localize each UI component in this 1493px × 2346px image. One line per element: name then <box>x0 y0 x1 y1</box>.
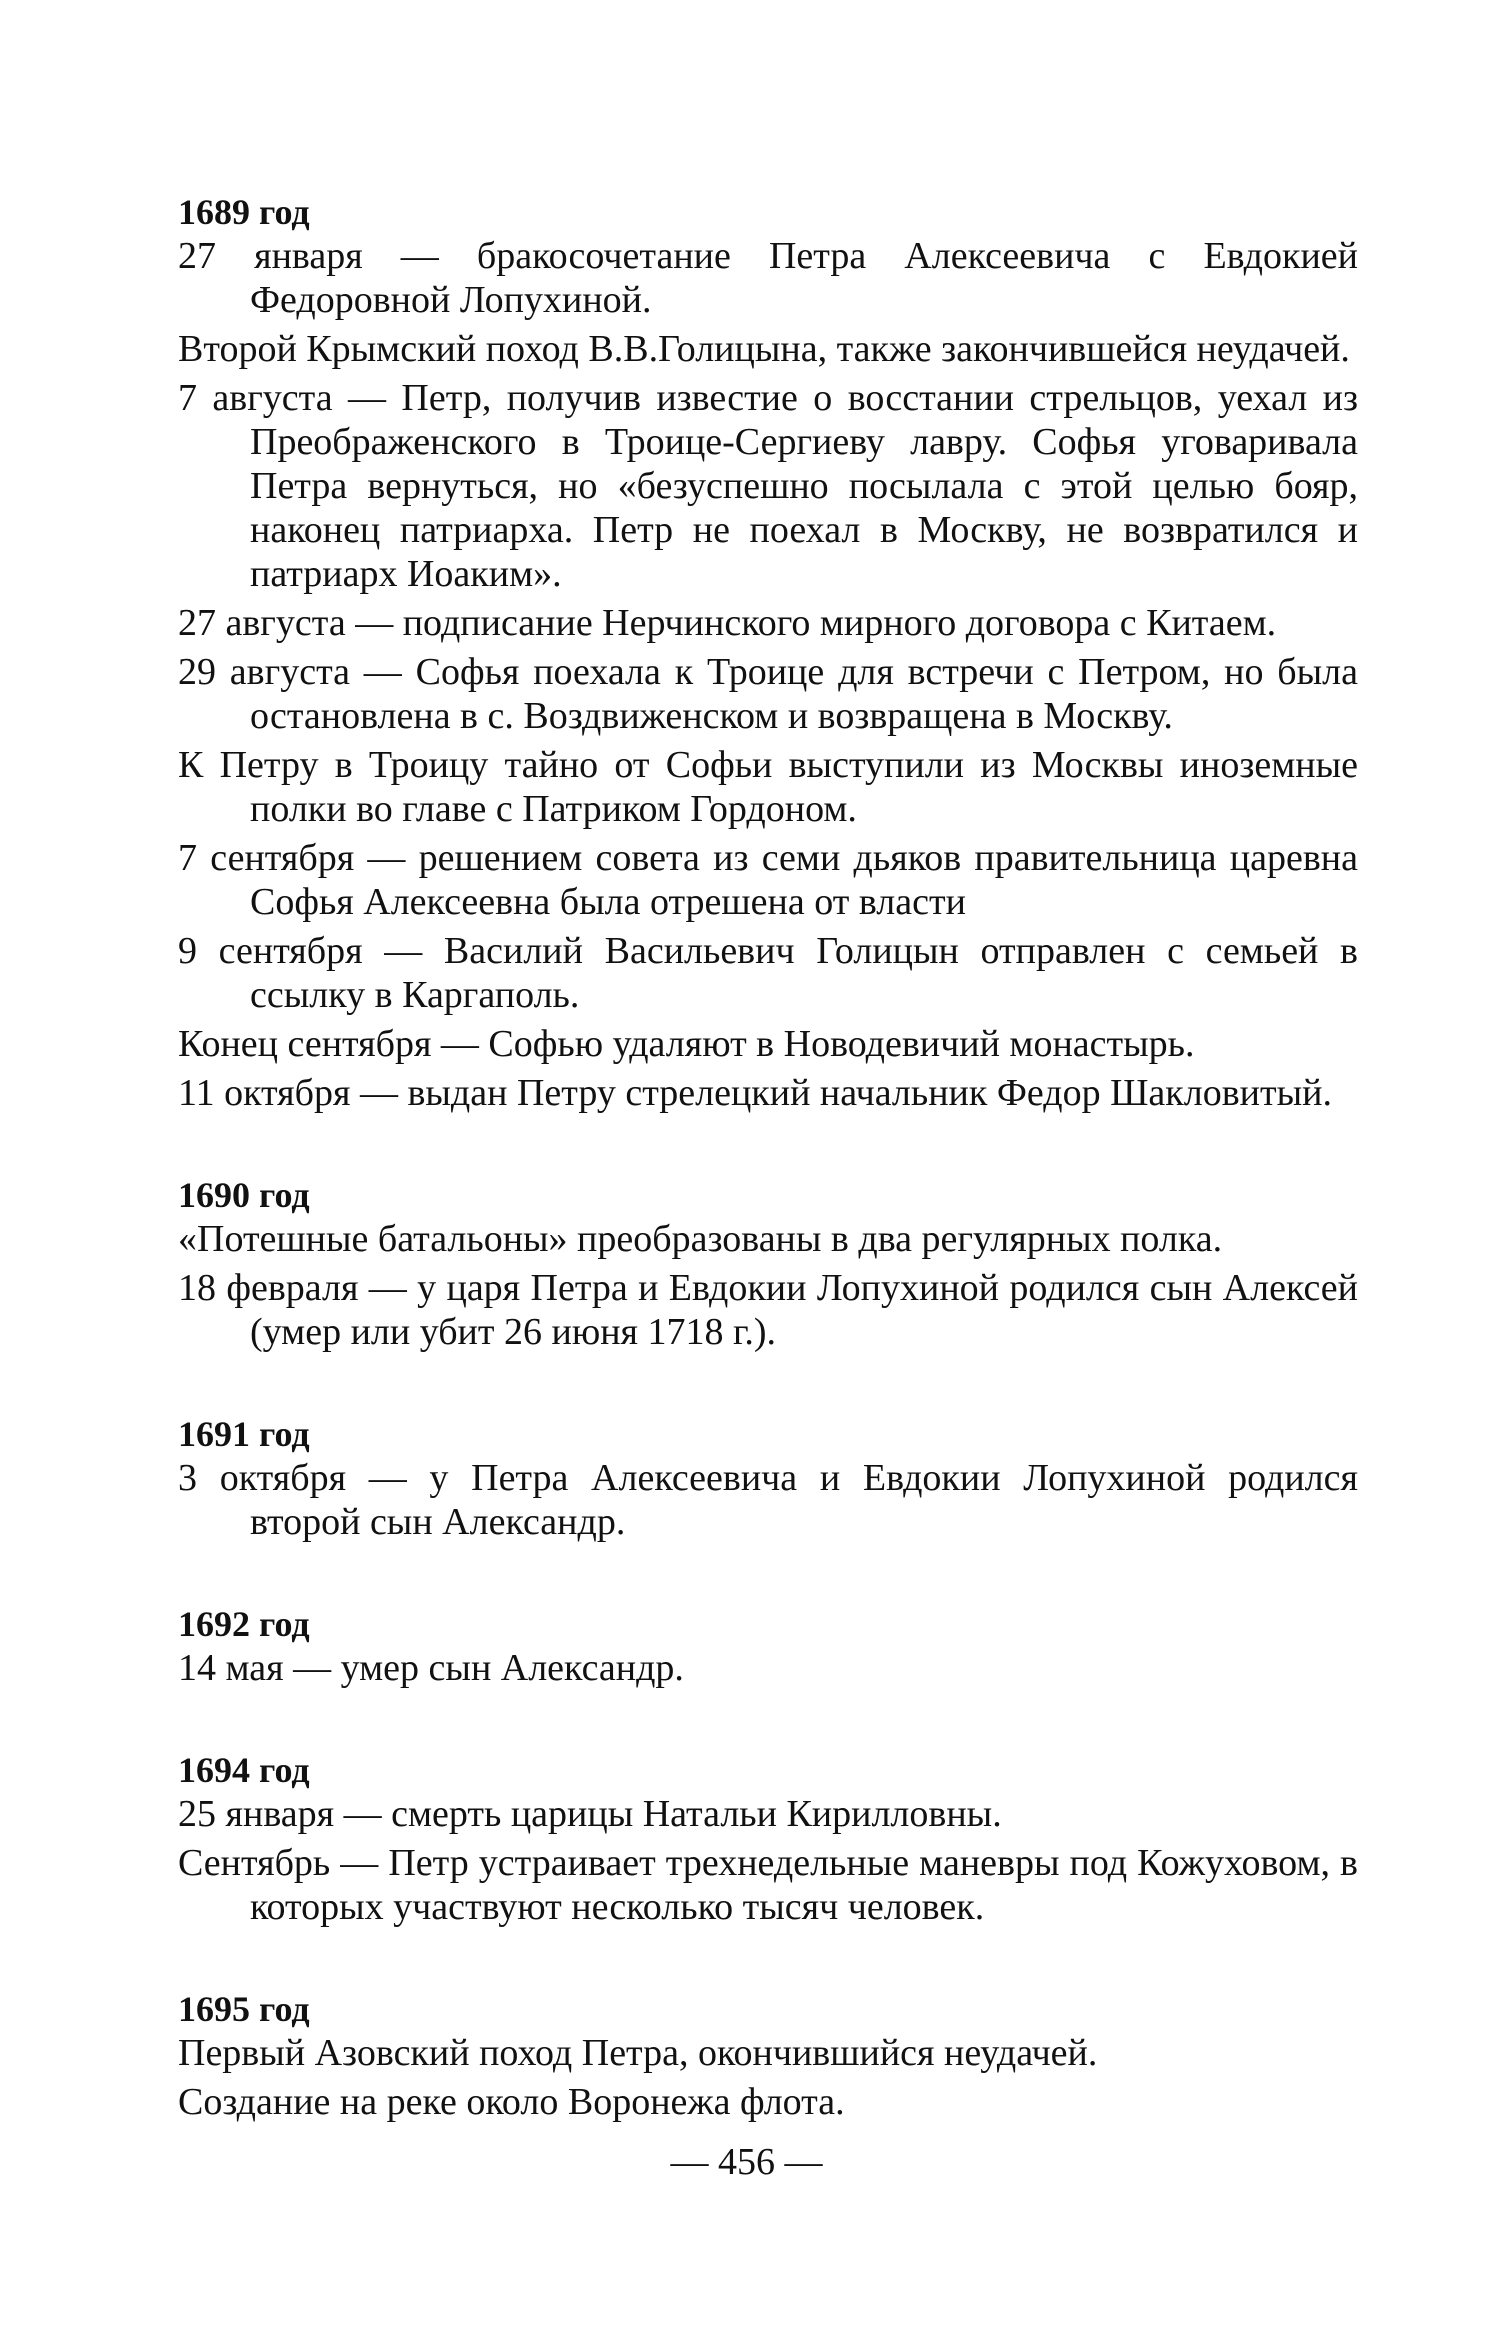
chronology-entry: 9 сентября — Василий Васильевич Голицын отправлен с семьей в ссылку в Каргаполь. <box>178 930 1358 1016</box>
chronology-entry: Первый Азовский поход Петра, окончившийся неудачей. <box>178 2032 1098 2074</box>
year-section-1692 <box>178 1602 1358 1690</box>
chronology-entry: 3 октября — у Петра Алексеевича и Евдокии Лопухиной родился второй сын Александр. <box>178 1457 1358 1543</box>
chronology-entry: 27 августа — подписание Нерчинского мирного договора с Китаем. <box>178 602 1277 644</box>
year-heading: 1689 год <box>178 192 310 232</box>
year-heading: 1691 год <box>178 1414 310 1454</box>
chronology-entry: «Потешные батальоны» преобразованы в два регулярных полка. <box>178 1218 1223 1260</box>
chronology-entry: 7 августа — Петр, получив известие о восстании стрельцов, уехал из Преображенского в Троице-Сергиеву лавру. Софья уговаривала Петра вернуться, но «безуспешно посылала с этой целью бояр, наконец патриарха. Петр не поехал в Москву, не возвратился и патриарх Иоаким». <box>178 377 1358 595</box>
chronology-entry: Конец сентября — Софью удаляют в Новодевичий монастырь. <box>178 1023 1195 1065</box>
chronology-entry: 11 октября — выдан Петру стрелецкий начальник Федор Шакловитый. <box>178 1072 1332 1114</box>
chronology-entry: 27 января — бракосочетание Петра Алексеевича с Евдокией Федоровной Лопухиной. <box>178 235 1358 321</box>
page-number: — 456 — <box>670 2141 823 2183</box>
chronology-page <box>178 190 1358 2182</box>
year-heading: 1694 год <box>178 1750 310 1790</box>
chronology-entry: 7 сентября — решением совета из семи дьяков правительница царевна Софья Алексеевна была отрешена от власти <box>178 837 1358 923</box>
year-section-1695 <box>178 1987 1358 2124</box>
chronology-entry: Второй Крымский поход В.В.Голицына, также закончившейся неудачей. <box>178 328 1350 370</box>
year-section-1691 <box>178 1412 1358 1544</box>
year-heading: 1690 год <box>178 1175 310 1215</box>
chronology-entry: К Петру в Троицу тайно от Софьи выступили из Москвы иноземные полки во главе с Патриком Гордоном. <box>178 744 1358 830</box>
year-section-1689 <box>178 190 1358 1115</box>
year-heading: 1695 год <box>178 1989 310 2029</box>
year-heading: 1692 год <box>178 1604 310 1644</box>
chronology-entry: 25 января — смерть царицы Натальи Кирилловны. <box>178 1793 1002 1835</box>
chronology-entry: 29 августа — Софья поехала к Троице для встречи с Петром, но была остановлена в с. Воздвиженском и возвращена в Москву. <box>178 651 1358 737</box>
year-section-1690 <box>178 1173 1358 1354</box>
year-section-1694 <box>178 1748 1358 1929</box>
chronology-entry: Создание на реке около Воронежа флота. <box>178 2081 845 2123</box>
chronology-entry: Сентябрь — Петр устраивает трехнедельные маневры под Кожуховом, в которых участвуют несколько тысяч человек. <box>178 1842 1358 1928</box>
chronology-entry: 18 февраля — у царя Петра и Евдокии Лопухиной родился сын Алексей (умер или убит 26 июня 1718 г.). <box>178 1267 1358 1353</box>
chronology-entry: 14 мая — умер сын Александр. <box>178 1647 684 1689</box>
